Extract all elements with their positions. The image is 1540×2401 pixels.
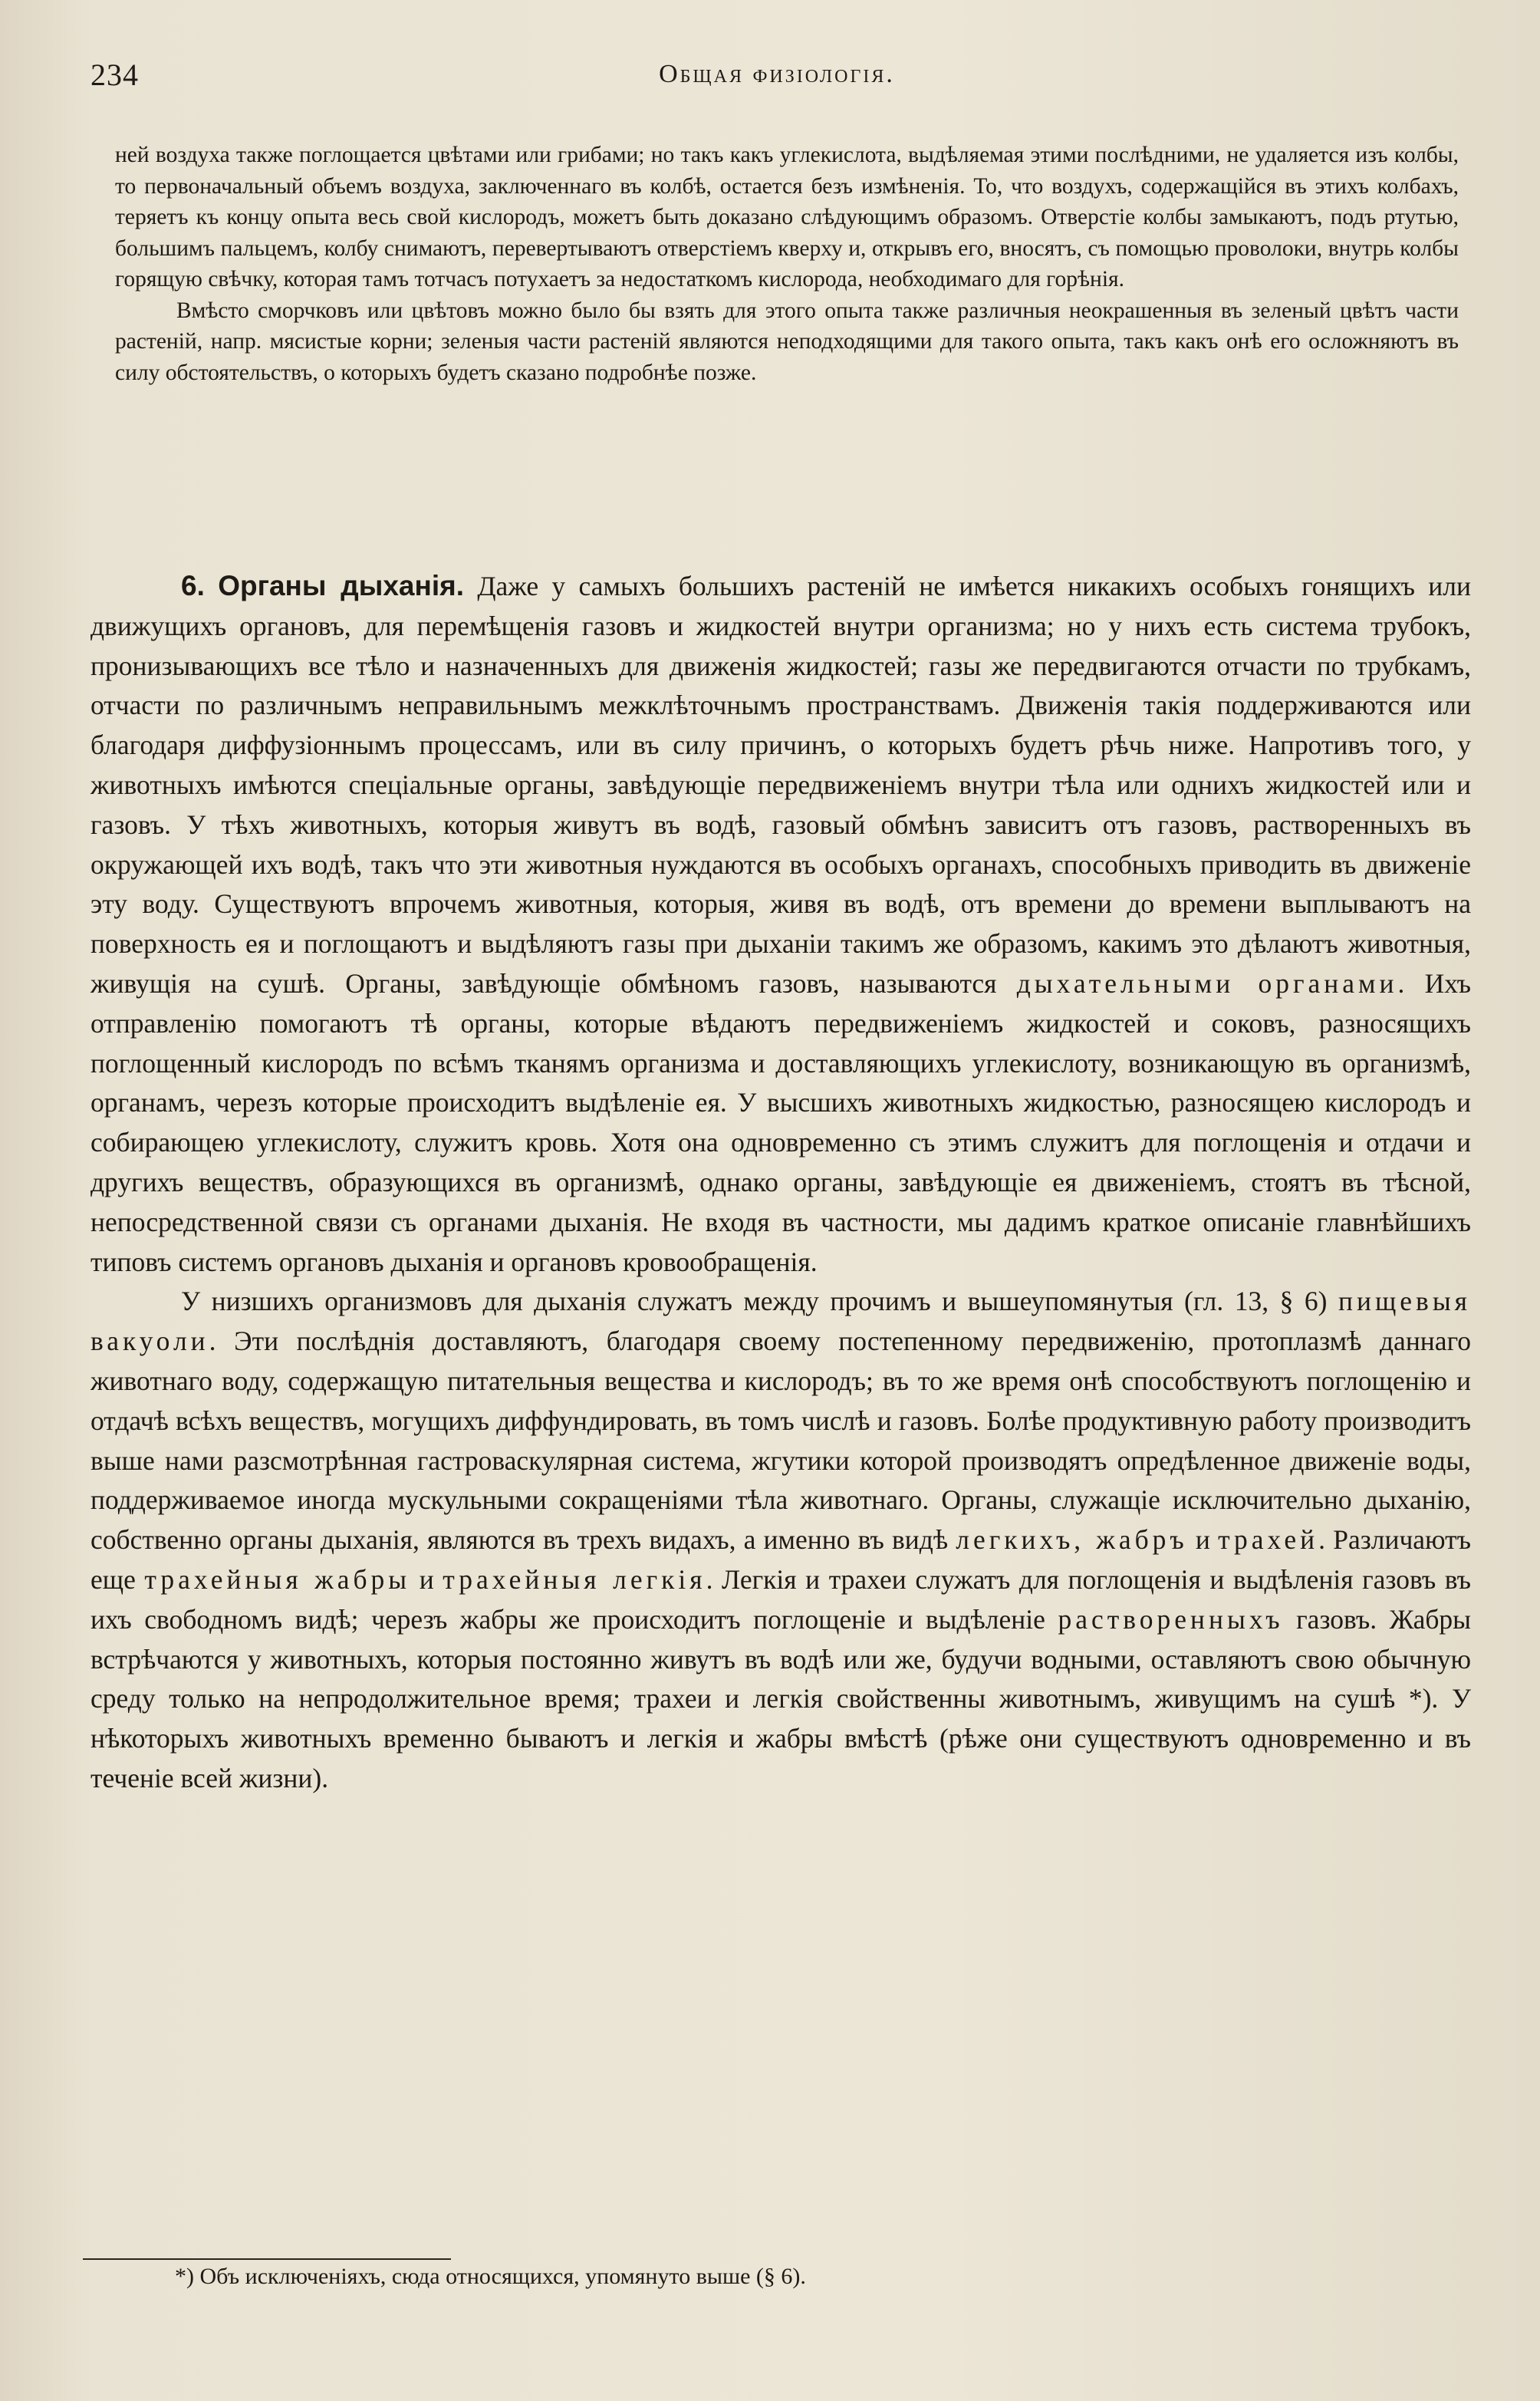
section-paragraph-1 <box>90 566 1471 1282</box>
section-p2-f: . Легкiя и трахеи служатъ для поглощенiя и выдѣленiя газовъ въ ихъ свободномъ видѣ; черезъ жабры же происходитъ поглощенiе и выдѣленiе <box>90 1563 1471 1635</box>
footnote-divider <box>83 2258 451 2260</box>
section-p2-emphasis-4: трахейныя жабры <box>144 1563 411 1595</box>
section-p2-emphasis-5: трахейныя легкiя <box>443 1563 706 1595</box>
running-title: Общая физiологiя. <box>659 60 895 88</box>
page-number: 234 <box>90 58 139 92</box>
intro-paragraph-1: ней воздуха также поглощается цвѣтами или грибами; но такъ какъ углекислота, выдѣляемая этими послѣдними, не удаляется изъ колбы, то первоначальный объемъ воздуха, заключеннаго въ колбѣ, остается безъ измѣненiя. То, что воздухъ, содержащiйся въ этихъ колбахъ, теряетъ къ концу опыта весь свой кислородъ, можетъ быть доказано слѣдующимъ образомъ. Отверстiе колбы замыкаютъ, подъ ртутью, большимъ пальцемъ, колбу снимаютъ, перевертываютъ отверстiемъ кверху и, открывъ его, вносятъ, съ помощью проволоки, внутрь колбы горящую свѣчку, которая тамъ тотчасъ потухаетъ за недостаткомъ кислорода, необходимаго для горѣнiя. <box>115 143 1459 291</box>
intro-text-block <box>115 140 1459 388</box>
section-p2-emphasis-3: трахей <box>1218 1524 1319 1556</box>
section-p1-emphasis: дыхательными органами <box>1016 967 1398 999</box>
section-p1-text: Даже у самыхъ большихъ растенiй не имѣется никакихъ особыхъ гонящихъ или движущихъ органовъ, для перемѣщенiя газовъ и жидкостей внутри организма; но у нихъ есть система трубокъ, пронизывающихъ все тѣло и назначенныхъ для движенiя жидкостей; газы же передвигаются отчасти по трубкамъ, отчасти по различнымъ неправильнымъ межклѣточнымъ пространствамъ. Движенiя такiя поддерживаются или благодаря диффузiоннымъ процессамъ, или въ силу причинъ, о которыхъ будетъ рѣчь ниже. Напротивъ того, у животныхъ имѣются спецiальные органы, завѣдующiе передвиженiемъ внутри тѣла или однихъ жидкостей или и газовъ. У тѣхъ животныхъ, которыя живутъ въ водѣ, газовый обмѣнъ зависитъ отъ газовъ, растворенныхъ въ окружающей ихъ водѣ, такъ что эти животныя нуждаются въ особыхъ органахъ, способныхъ приводить въ движенiе эту воду. Существуютъ впрочемъ животныя, которыя, живя въ водѣ, отъ времени до времени выплываютъ на поверхность ея и поглощаютъ и выдѣляютъ газы при дыханiи такимъ же образомъ, какимъ это дѣлаютъ животныя, живущiя на сушѣ. Органы, завѣдующiе обмѣномъ газовъ, называются <box>90 571 1471 999</box>
intro-paragraph-2: Вмѣсто сморчковъ или цвѣтовъ можно было бы взять для этого опыта также различныя неокрашенныя въ зеленый цвѣтъ части растенiй, напр. мясистые корни; зеленыя части растенiй являются неподходящими для такого опыта, такъ какъ онѣ его осложняютъ въ силу обстоятельствъ, о которыхъ будетъ сказано подробнѣе позже. <box>115 298 1459 385</box>
section-p2-c: и <box>1187 1524 1219 1556</box>
section-p1-text-2: . Ихъ отправленiю помогаютъ тѣ органы, которые вѣдаютъ передвиженiемъ жидкостей и соковъ, разносящихъ поглощенный кислородъ по всѣмъ тканямъ организма и доставляющихъ углекислоту, возникающую въ организмѣ, органамъ, черезъ которые происходитъ выдѣленiе ея. У высшихъ животныхъ жидкостью, разносящею кислородъ и собирающею углекислоту, служитъ кровь. Хотя она одновременно съ этимъ служитъ для поглощенiя и отдачи и другихъ веществъ, образующихся въ организмѣ, однако органы, завѣдующiе ея движенiемъ, стоятъ въ тѣсной, непосредственной связи съ органами дыханiя. Не входя въ частности, мы дадимъ краткое описанiе главнѣйшихъ типовъ системъ органовъ дыханiя и органовъ кровообращенiя. <box>90 967 1471 1277</box>
section-p2-g: газовъ. Жабры встрѣчаются у животныхъ, которыя постоянно живутъ въ водѣ или же, будучи водными, оставляютъ свою обычную среду только на непродолжительное время; трахеи и легкiя свойственны животнымъ, живущимъ на сушѣ *). У нѣкоторыхъ животныхъ временно бываютъ и легкiя и жабры вмѣстѣ (рѣже они существуютъ одновременно и въ теченiе всей жизни). <box>90 1603 1471 1793</box>
section-p2-a: У низшихъ организмовъ для дыханiя служатъ между прочимъ и вышеупомянутыя (гл. 13, § 6) <box>181 1286 1338 1317</box>
section-paragraph-2 <box>90 1282 1471 1798</box>
section-heading-title: Органы дыханiя. <box>218 570 464 601</box>
section-p2-emphasis-6: растворенныхъ <box>1058 1603 1284 1635</box>
page-header <box>90 57 1463 103</box>
section-p2-emphasis-1: пищевыя вакуоли <box>90 1286 1471 1357</box>
section-p2-b: . Эти послѣднiя доставляютъ, благодаря своему постепенному передвиженiю, протоплазмѣ даннаго животнаго воду, содержащую питательныя вещества и кислородъ; въ то же время онѣ способствуютъ поглощенiю и отдачѣ всѣхъ веществъ, могущихъ диффундировать, въ томъ числѣ и газовъ. Болѣе продуктивную работу производитъ выше нами разсмотрѣнная гастроваскулярная система, жгутики которой производятъ опредѣленное движенiе воды, поддерживаемое иногда мускульными сокращенiями тѣла животнаго. Органы, служащiе исключительно дыханiю, собственно органы дыханiя, являются въ трехъ видахъ, а именно въ видѣ <box>90 1326 1471 1556</box>
section-heading-number: 6. <box>181 570 205 601</box>
footnote: *) Объ исключенiяхъ, сюда относящихся, упомянуто выше (§ 6). <box>175 2264 806 2289</box>
section-p2-emphasis-2: легкихъ, жабръ <box>956 1524 1188 1556</box>
section-text-block <box>90 566 1471 1799</box>
section-p2-d: . Различаютъ еще <box>90 1524 1471 1595</box>
section-p2-e: и <box>410 1563 443 1595</box>
